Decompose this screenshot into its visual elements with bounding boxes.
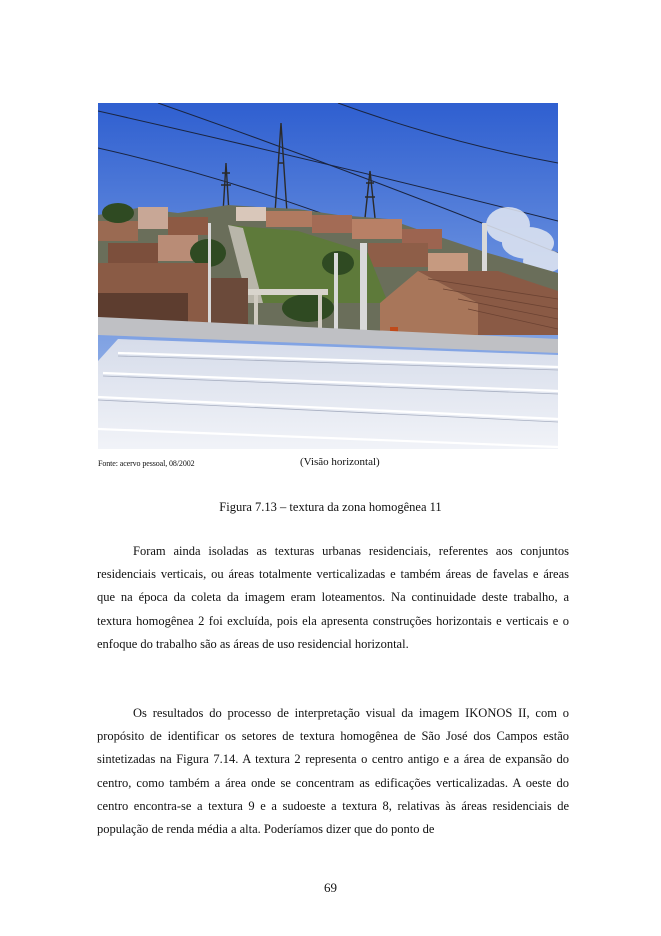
paragraph: Os resultados do processo de interpretação visual da imagem IKONOS II, com o propósito de identificar os setores de textura homogênea de São José dos Campos estão sintetizadas na Figura 7.14. A textura 2 representa o centro antigo e a área de expansão do centro, como também a área onde se concentram as edificações verticalizadas. A oeste do centro encontra-se a textura 9 e a sudoeste a textura 8, relativas às áreas residenciais de população de renda média a alta. Poderíamos dizer que do ponto de <box>97 706 569 837</box>
figure-view-note: (Visão horizontal) <box>300 456 380 468</box>
paragraph: Foram ainda isoladas as texturas urbanas residenciais, referentes aos conjuntos residenciais verticais, ou áreas totalmente verticalizadas e também áreas de favelas e áreas que na época da coleta da imagem eram loteamentos. Na continuidade deste trabalho, a textura homogênea 2 foi excluída, pois ela apresenta construções horizontais e verticais e o enfoque do trabalho são as áreas de uso residencial horizontal. <box>97 544 569 651</box>
neighborhood-photo <box>98 103 558 449</box>
page-number: 69 <box>324 880 337 895</box>
figure-caption: Figura 7.13 – textura da zona homogênea 11 <box>219 500 442 514</box>
figure-source: Fonte: acervo pessoal, 08/2002 <box>98 459 195 468</box>
